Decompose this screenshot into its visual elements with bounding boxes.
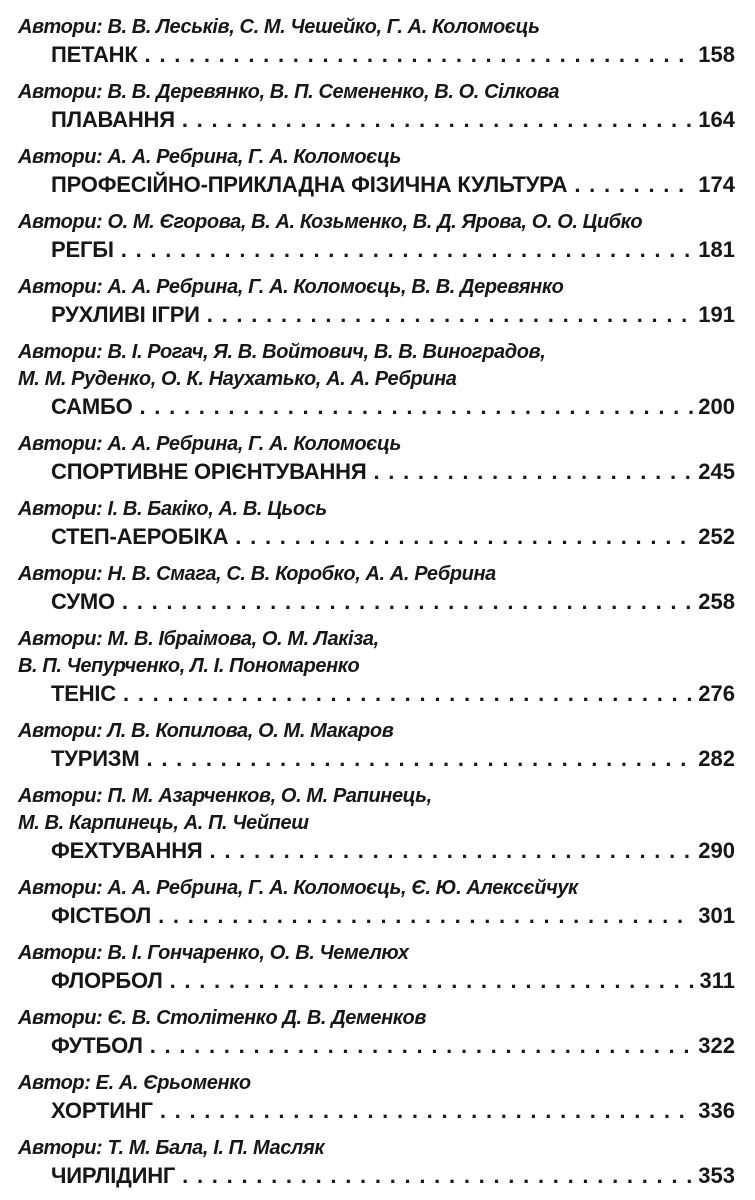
entry-authors — [18, 940, 735, 967]
entry-authors-line: В. П. Чепурченко, Л. І. Пономаренко — [18, 655, 360, 677]
entry-title-line — [18, 523, 735, 550]
dotted-leader — [373, 458, 693, 485]
entry-authors — [18, 14, 735, 41]
toc-entry — [18, 144, 735, 198]
entry-page-number: 282 — [698, 746, 735, 771]
entry-page-number: 191 — [698, 302, 735, 327]
entry-title: ПРОФЕСІЙНО-ПРИКЛАДНА ФІЗИЧНА КУЛЬТУРА — [51, 172, 568, 197]
toc-entry — [18, 1135, 735, 1189]
entry-page-number: 164 — [698, 107, 735, 132]
dotted-leader — [182, 1162, 693, 1189]
entry-authors-line: М. М. Руденко, О. К. Наухатько, А. А. Ребрина — [18, 368, 457, 390]
entry-authors — [18, 1135, 735, 1162]
entry-authors-line: Автори: Т. М. Бала, І. П. Масляк — [18, 1137, 325, 1159]
entry-title-line — [18, 393, 735, 420]
dotted-leader — [122, 588, 693, 615]
entry-title-line — [18, 837, 735, 864]
dotted-leader — [574, 171, 693, 198]
entry-title-line — [18, 745, 735, 772]
entry-authors — [18, 1070, 735, 1097]
entry-authors — [18, 561, 735, 588]
entry-authors — [18, 431, 735, 458]
entry-authors — [18, 339, 735, 393]
entry-authors-line: Автори: В. І. Гончаренко, О. В. Чемелюх — [18, 942, 409, 964]
toc-entry — [18, 339, 735, 420]
entry-authors-line: Автори: В. І. Рогач, Я. В. Войтович, В. В. Виноградов, — [18, 341, 546, 363]
entry-authors-line: Автори: В. В. Деревянко, В. П. Семененко, В. О. Сілкова — [18, 81, 560, 103]
entry-title: ФІСТБОЛ — [51, 903, 152, 928]
entry-title: ПЕТАНК — [51, 42, 138, 67]
entry-title-line — [18, 902, 735, 929]
toc-entry — [18, 79, 735, 133]
dotted-leader — [158, 902, 693, 929]
dotted-leader — [145, 41, 694, 68]
dotted-leader — [150, 1032, 694, 1059]
entry-authors — [18, 718, 735, 745]
entry-title: РЕГБІ — [51, 237, 114, 262]
entry-authors — [18, 209, 735, 236]
entry-page-number: 353 — [698, 1163, 735, 1188]
toc-entry — [18, 561, 735, 615]
entry-title: ФУТБОЛ — [51, 1033, 143, 1058]
entry-authors — [18, 1005, 735, 1032]
entry-page-number: 311 — [699, 968, 735, 993]
entry-title: ПЛАВАННЯ — [51, 107, 175, 132]
entry-title: ФЕХТУВАННЯ — [51, 838, 203, 863]
dotted-leader — [170, 967, 695, 994]
entry-title: ТЕНІС — [51, 681, 117, 706]
entry-authors-line: Автори: А. А. Ребрина, Г. А. Коломоєць — [18, 433, 402, 455]
entry-authors-line: М. В. Карпинець, А. П. Чейпеш — [18, 812, 309, 834]
entry-authors-line: Автори: А. А. Ребрина, Г. А. Коломоєць — [18, 146, 402, 168]
dotted-leader — [139, 393, 693, 420]
entry-title: СУМО — [51, 589, 115, 614]
entry-title-line — [18, 301, 735, 328]
entry-authors-line: Автори: І. В. Бакіко, А. В. Цьось — [18, 498, 327, 520]
entry-title: ФЛОРБОЛ — [51, 968, 163, 993]
toc-entry — [18, 1070, 735, 1124]
entry-title-line — [18, 1032, 735, 1059]
entry-page-number: 322 — [698, 1033, 735, 1058]
entry-authors-line: Автор: Е. А. Єрьоменко — [18, 1072, 251, 1094]
entry-title-line — [18, 680, 735, 707]
entry-page-number: 181 — [698, 237, 735, 262]
entry-authors-line: Автори: П. М. Азарченков, О. М. Рапинець, — [18, 785, 432, 807]
dotted-leader — [160, 1097, 693, 1124]
entry-page-number: 290 — [698, 838, 735, 863]
entry-page-number: 158 — [698, 42, 735, 67]
entry-page-number: 276 — [698, 681, 735, 706]
entry-authors-line: Автори: В. В. Леськів, С. М. Чешейко, Г. А. Коломоєць — [18, 16, 540, 38]
entry-page-number: 174 — [698, 172, 735, 197]
toc-entry-list — [18, 14, 735, 1189]
entry-authors — [18, 144, 735, 171]
entry-title: ЧИРЛІДИНГ — [51, 1163, 176, 1188]
toc-entry — [18, 209, 735, 263]
toc-entry — [18, 1005, 735, 1059]
toc-entry — [18, 940, 735, 994]
dotted-leader — [121, 236, 694, 263]
dotted-leader — [207, 301, 694, 328]
dotted-leader — [147, 745, 694, 772]
entry-title-line — [18, 458, 735, 485]
entry-title: ТУРИЗМ — [51, 746, 140, 771]
toc-entry — [18, 496, 735, 550]
entry-page-number: 245 — [698, 459, 735, 484]
entry-authors-line: Автори: А. А. Ребрина, Г. А. Коломоєць, В. В. Деревянко — [18, 276, 564, 298]
entry-page-number: 200 — [698, 394, 735, 419]
entry-authors-line: Автори: М. В. Ібраімова, О. М. Лакіза, — [18, 628, 379, 650]
entry-authors-line: Автори: Є. В. Столітенко Д. В. Деменков — [18, 1007, 427, 1029]
toc-entry — [18, 783, 735, 864]
entry-authors-line: Автори: А. А. Ребрина, Г. А. Коломоєць, Є. Ю. Алексєйчук — [18, 877, 578, 899]
entry-authors — [18, 783, 735, 837]
entry-authors — [18, 79, 735, 106]
entry-page-number: 252 — [698, 524, 735, 549]
entry-authors — [18, 875, 735, 902]
entry-title-line — [18, 171, 735, 198]
entry-page-number: 258 — [698, 589, 735, 614]
entry-page-number: 301 — [698, 903, 735, 928]
toc-entry — [18, 14, 735, 68]
entry-authors-line: Автори: Н. В. Смага, С. В. Коробко, А. А. Ребрина — [18, 563, 496, 585]
entry-title-line — [18, 236, 735, 263]
dotted-leader — [210, 837, 694, 864]
entry-authors — [18, 496, 735, 523]
entry-page-number: 336 — [698, 1098, 735, 1123]
entry-authors-line: Автори: Л. В. Копилова, О. М. Макаров — [18, 720, 394, 742]
entry-title-line — [18, 1162, 735, 1189]
entry-title-line — [18, 41, 735, 68]
dotted-leader — [123, 680, 693, 707]
dotted-leader — [235, 523, 693, 550]
entry-title-line — [18, 106, 735, 133]
toc-entry — [18, 626, 735, 707]
entry-title-line — [18, 967, 735, 994]
dotted-leader — [182, 106, 693, 133]
entry-title: СПОРТИВНЕ ОРІЄНТУВАННЯ — [51, 459, 367, 484]
entry-title: РУХЛИВІ ІГРИ — [51, 302, 200, 327]
toc-entry — [18, 431, 735, 485]
entry-title-line — [18, 588, 735, 615]
entry-authors — [18, 274, 735, 301]
toc-entry — [18, 875, 735, 929]
toc-entry — [18, 274, 735, 328]
entry-title: САМБО — [51, 394, 133, 419]
entry-title: ХОРТИНГ — [51, 1098, 153, 1123]
toc-entry — [18, 718, 735, 772]
entry-authors-line: Автори: О. М. Єгорова, В. А. Козьменко, В. Д. Ярова, О. О. Цибко — [18, 211, 643, 233]
entry-authors — [18, 626, 735, 680]
entry-title: СТЕП-АЕРОБІКА — [51, 524, 229, 549]
entry-title-line — [18, 1097, 735, 1124]
